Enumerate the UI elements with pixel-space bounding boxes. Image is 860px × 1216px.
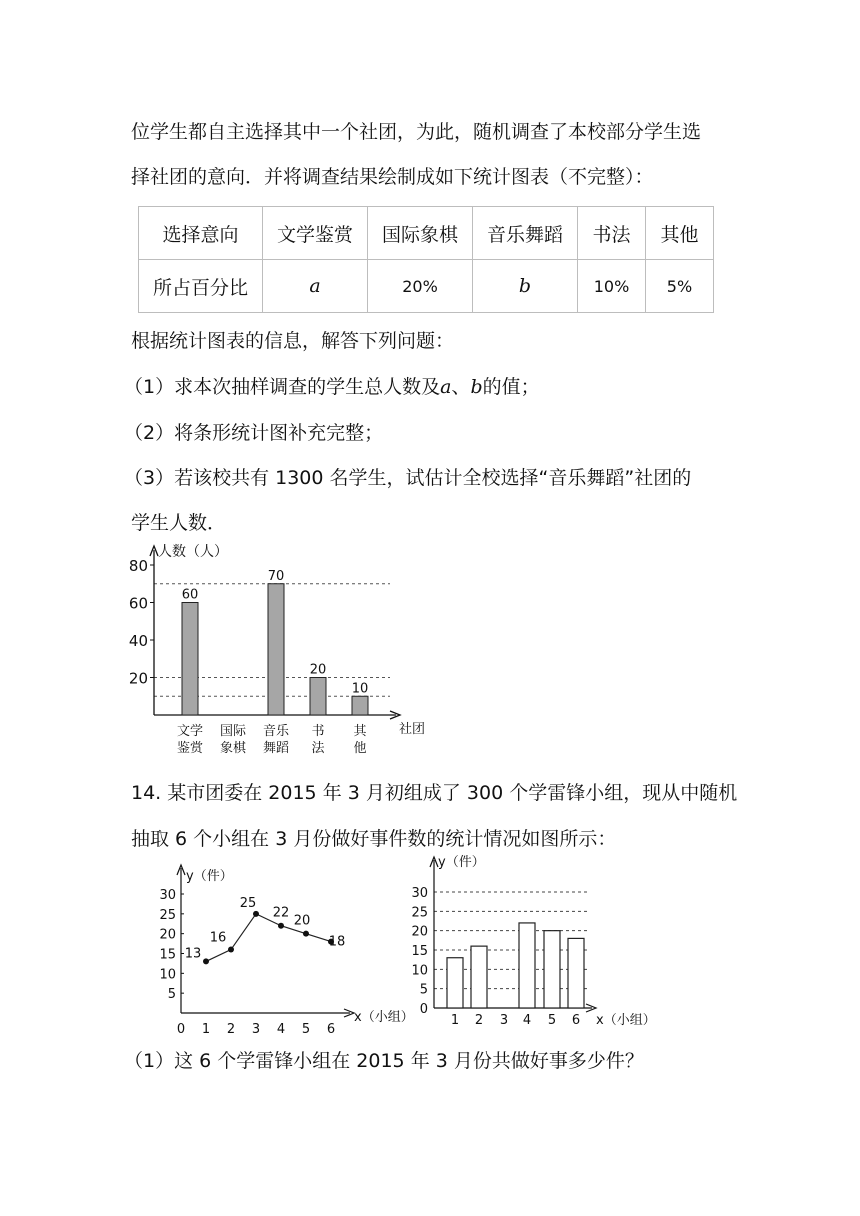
table-cell: 书法 [578, 207, 646, 260]
questions-lead: 根据统计图表的信息，解答下列问题： [131, 330, 455, 352]
y-tick-label: 10 [159, 967, 176, 983]
x-axis-label: x（小组） [596, 1013, 656, 1028]
data-point [303, 931, 309, 937]
x-tick-label: 书 [311, 724, 325, 739]
table-header-row [139, 207, 714, 260]
intro-line-2: 择社团的意向．并将调查结果绘制成如下统计图表（不完整）： [131, 166, 654, 188]
question-1 [124, 372, 540, 399]
club-bar-chart [120, 538, 440, 763]
y-tick-label: 5 [419, 982, 428, 998]
bar [310, 678, 326, 716]
x-tick-label: 0 [176, 1022, 186, 1037]
var-a: a [440, 376, 452, 398]
y-tick-label: 20 [411, 924, 428, 940]
x-tick-label: 3 [251, 1022, 261, 1037]
var-b: b [470, 376, 483, 398]
bar [182, 603, 198, 716]
y-tick-label: 30 [159, 888, 176, 903]
y-tick-label: 20 [159, 927, 176, 943]
bar [471, 946, 487, 1008]
bar [544, 931, 560, 1008]
y-axis-label: 人数（人） [158, 544, 228, 560]
data-point [203, 958, 209, 964]
x-tick-label: 3 [499, 1013, 509, 1028]
x-tick-label: 4 [522, 1013, 532, 1028]
y-axis-label: y（件） [186, 869, 233, 884]
question-1-tail: 的值； [482, 376, 540, 398]
bar [268, 584, 284, 715]
y-tick-label: 20 [128, 669, 148, 688]
table-cell: 所占百分比 [139, 260, 263, 313]
data-label: 10 [351, 681, 369, 697]
table-cell: 5% [646, 260, 714, 313]
data-point [253, 911, 259, 917]
question-1-text: （1）求本次抽样调查的学生总人数及 [124, 376, 441, 398]
data-point [228, 947, 234, 953]
x-tick-label: 4 [276, 1022, 286, 1037]
question-3-cont: 学生人数． [131, 512, 227, 534]
bar [568, 938, 584, 1008]
table-cell: 选择意向 [139, 207, 263, 260]
x-tick-label: 1 [450, 1013, 460, 1028]
question-3: （3）若该校共有 1300 名学生，试估计全校选择“音乐舞蹈”社团的 [124, 467, 692, 489]
x-axis-label: 社团 [399, 722, 426, 737]
data-label: 20 [309, 662, 327, 678]
choice-percent-table [138, 206, 714, 313]
table-cell-b: b [473, 260, 578, 313]
data-label: 18 [328, 934, 346, 950]
y-tick-label: 25 [159, 907, 176, 923]
problem-14-line-2: 抽取 6 个小组在 3 月份做好事件数的统计情况如图所示： [131, 828, 617, 850]
x-tick-label: 音乐 [262, 724, 290, 739]
x-tick-label: 2 [226, 1022, 236, 1037]
y-axis-label: y（件） [438, 855, 485, 870]
y-tick-label: 60 [128, 594, 148, 613]
x-tick-label: 文学 [176, 724, 204, 739]
table-cell: 20% [368, 260, 473, 313]
x-tick-label: 国际 [219, 724, 247, 739]
y-tick-label: 40 [128, 632, 148, 650]
data-label: 70 [267, 568, 285, 584]
x-tick-label: 法 [311, 741, 325, 756]
table-cell: 文学鉴赏 [263, 207, 368, 260]
problem-14-question-1: （1）这 6 个学雷锋小组在 2015 年 3 月份共做好事多少件？ [124, 1050, 644, 1072]
x-tick-label: 舞蹈 [262, 741, 290, 756]
data-label: 20 [293, 913, 311, 929]
bar [352, 696, 368, 715]
data-point [278, 923, 284, 929]
data-label: 25 [239, 895, 257, 911]
good-deeds-bar-chart [400, 850, 665, 1030]
y-tick-label: 5 [167, 987, 176, 1003]
data-label: 13 [184, 946, 202, 962]
y-tick-label: 0 [419, 1002, 428, 1017]
y-tick-label: 15 [159, 947, 176, 963]
x-tick-label: 5 [301, 1022, 311, 1037]
table-cell: 10% [578, 260, 646, 313]
table-cell: 国际象棋 [368, 207, 473, 260]
question-2: （2）将条形统计图补充完整； [124, 422, 384, 444]
good-deeds-line-chart [150, 858, 414, 1037]
x-tick-label: 象棋 [219, 741, 247, 756]
bar [519, 923, 535, 1008]
y-tick-label: 10 [411, 963, 428, 979]
table-cell-a: a [263, 260, 368, 313]
x-tick-label: 6 [326, 1022, 336, 1037]
y-tick-label: 25 [411, 905, 428, 921]
sep: 、 [451, 376, 471, 398]
data-label: 16 [209, 930, 227, 946]
data-label: 22 [272, 905, 290, 921]
x-tick-label: 5 [547, 1013, 557, 1028]
problem-14-line-1: 14. 某市团委在 2015 年 3 月初组成了 300 个学雷锋小组，现从中随机 [131, 782, 738, 804]
table-cell: 音乐舞蹈 [473, 207, 578, 260]
y-tick-label: 30 [411, 886, 428, 901]
intro-line-1: 位学生都自主选择其中一个社团，为此，随机调查了本校部分学生选 [131, 121, 702, 143]
y-tick-label: 15 [411, 944, 428, 959]
y-tick-label: 80 [128, 557, 148, 575]
data-label: 60 [181, 587, 199, 603]
bar [447, 958, 463, 1008]
x-tick-label: 2 [474, 1013, 484, 1028]
x-tick-label: 鉴赏 [176, 741, 204, 756]
x-tick-label: 其 [353, 724, 367, 739]
x-tick-label: 6 [571, 1013, 581, 1028]
table-row [139, 260, 714, 313]
x-tick-label: 他 [353, 741, 367, 756]
x-axis-label: x（小组） [354, 1010, 414, 1025]
table-cell: 其他 [646, 207, 714, 260]
x-tick-label: 1 [201, 1022, 211, 1037]
